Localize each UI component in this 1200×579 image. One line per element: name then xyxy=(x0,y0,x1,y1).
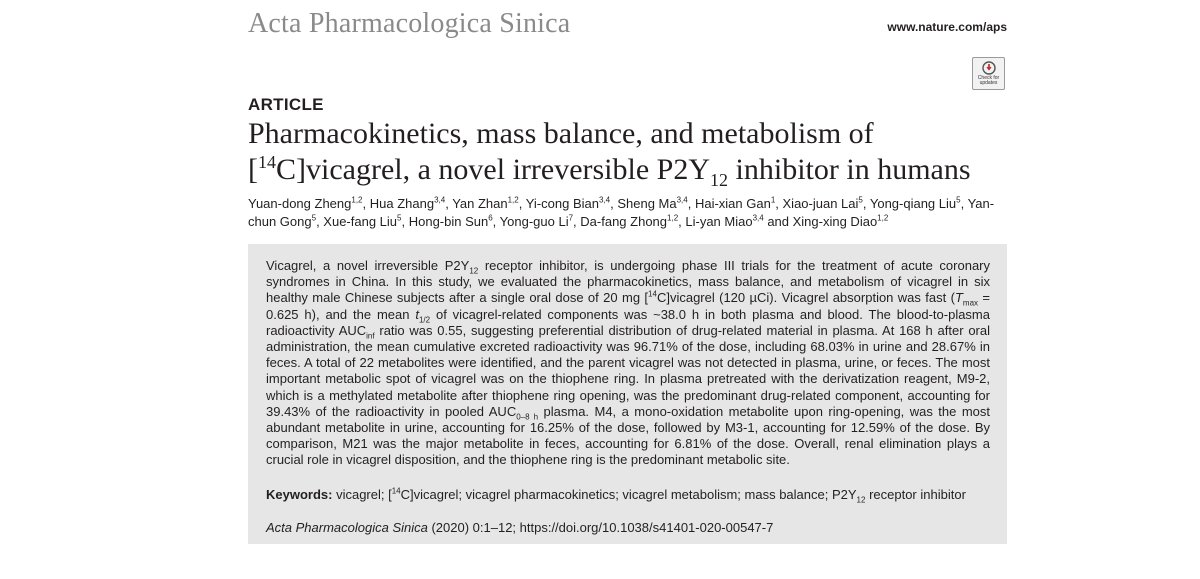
author-separator: , xyxy=(610,196,618,211)
author-name[interactable]: Yong-qiang Liu xyxy=(869,196,957,211)
citation-doi[interactable]: (2020) 0:1–12; https://doi.org/10.1038/s41401-020-00547-7 xyxy=(427,519,774,535)
author-affiliation: 3,4 xyxy=(676,195,688,205)
author-name[interactable]: Da-fang Zhong xyxy=(580,214,668,229)
journal-name: Acta Pharmacologica Sinica xyxy=(248,8,571,39)
author-affiliation: 1,2 xyxy=(667,213,679,223)
author-affiliation: 5 xyxy=(311,213,317,223)
author-affiliation: 3,4 xyxy=(434,195,446,205)
journal-url-link[interactable]: www.nature.com/aps xyxy=(887,20,1007,34)
author-affiliation: 1,2 xyxy=(877,213,889,223)
author-separator: , xyxy=(445,196,453,211)
author-name[interactable]: Li-yan Miao xyxy=(685,214,753,229)
author-separator: , xyxy=(687,196,695,211)
author-name[interactable]: Xing-xing Diao xyxy=(792,214,878,229)
author-name[interactable]: Yan-chun Gong xyxy=(248,196,995,229)
badge-text: Check for updates xyxy=(977,75,1000,86)
keywords-line: Keywords: vicagrel; [$^{14}$C]vicagrel; vicagrel pharmacokinetics; vicagrel metabolism; mass balance; $P2Y_{12}$ receptor inhibitor xyxy=(266,486,966,505)
author-name[interactable]: Yong-guo Li xyxy=(499,214,569,229)
author-affiliation: 6 xyxy=(488,213,493,223)
author-affiliation: 5 xyxy=(858,195,863,205)
abstract-box xyxy=(248,244,1007,544)
author-separator: , xyxy=(678,214,686,229)
abstract-text: Vicagrel, a novel irreversible $P2Y_{12}$ receptor inhibitor, is undergoing phase III trials for the treatment of acute coronary syndromes in China. In this study, we evaluated the pharmacokinetics, mass balance, and metabolism of vicagrel in six healthy male Chinese subjects after a single oral dose of 20 mg [$^{14}$C]vicagrel (120 µCi). Vicagrel absorption was fast ($T_{max} = 0.625$ h), and the mean $t_{1/2}$ of vicagrel-related components was ~38.0 h in both plasma and blood. The blood-to-plasma radioactivity $AUC_{inf}$ ratio was 0.55, suggesting preferential distribution of drug-related material in plasma. At 168 h after oral administration, the mean cumulative excreted radioactivity was 96.71% of the dose, including 68.03% in urine and 28.67% in feces. A total of 22 metabolites were identified, and the parent vicagrel was not detected in plasma, urine, or feces. The most important metabolic spot of vicagrel was on the thiophene ring. In plasma pretreated with the derivatization reagent, M9-2, which is a methylated metabolite after thiophene ring opening, was the predominant drug-related component, accounting for 39.43% of the radioactivity in pooled $AUC_{0-8 h}$ plasma. M4, a mono-oxidation metabolite upon ring-opening, was the most abundant metabolite in urine, accounting for 16.25% of the dose, followed by M3-1, accounting for 12.59% of the dose. By comparison, M21 was the major metabolite in feces, accounting for 6.81% of the dose. Overall, renal elimination plays a crucial role in vicagrel disposition, and the thiophene ring is the predominant metabolic site. xyxy=(266,258,990,468)
check-for-updates-badge[interactable] xyxy=(972,57,1005,90)
article-title: Pharmacokinetics, mass balance, and metabolism of [$^{14}$C]vicagrel, a novel irreversible $P2Y_{12}$ inhibitor in humans xyxy=(248,117,971,190)
author-separator: and xyxy=(763,214,793,229)
author-affiliation: 1,2 xyxy=(507,195,519,205)
author-separator: , xyxy=(960,196,968,211)
author-separator: , xyxy=(401,214,409,229)
author-affiliation: 1 xyxy=(770,195,776,205)
author-separator: , xyxy=(316,214,324,229)
article-type-label: ARTICLE xyxy=(248,95,324,114)
author-separator: , xyxy=(518,196,526,211)
author-name[interactable]: Yi-cong Bian xyxy=(525,196,599,211)
author-name[interactable]: Sheng Ma xyxy=(617,196,677,211)
author-name[interactable]: Hua Zhang xyxy=(369,196,435,211)
author-name[interactable]: Xue-fang Liu xyxy=(323,214,398,229)
author-affiliation: 5 xyxy=(397,213,402,223)
author-separator: , xyxy=(862,196,870,211)
author-separator: , xyxy=(573,214,581,229)
author-affiliation: 3,4 xyxy=(752,213,764,223)
author-separator: , xyxy=(775,196,783,211)
author-separator: , xyxy=(362,196,370,211)
author-separator: , xyxy=(492,214,500,229)
author-name[interactable]: Hai-xian Gan xyxy=(694,196,771,211)
citation-line xyxy=(266,520,990,536)
author-name[interactable]: Hong-bin Sun xyxy=(408,214,489,229)
author-affiliation: 1,2 xyxy=(351,195,363,205)
author-affiliation: 5 xyxy=(956,195,961,205)
check-for-updates-icon xyxy=(982,61,996,75)
author-affiliation: 3,4 xyxy=(598,195,611,205)
citation-journal: Acta Pharmacologica Sinica xyxy=(266,519,428,535)
keywords-label: Keywords: xyxy=(266,486,333,502)
author-name[interactable]: Yuan-dong Zheng xyxy=(248,196,352,211)
author-list xyxy=(248,195,1008,231)
author-name[interactable]: Yan Zhan xyxy=(452,196,508,211)
author-name[interactable]: Xiao-juan Lai xyxy=(782,196,859,211)
author-affiliation: 7 xyxy=(568,213,574,223)
